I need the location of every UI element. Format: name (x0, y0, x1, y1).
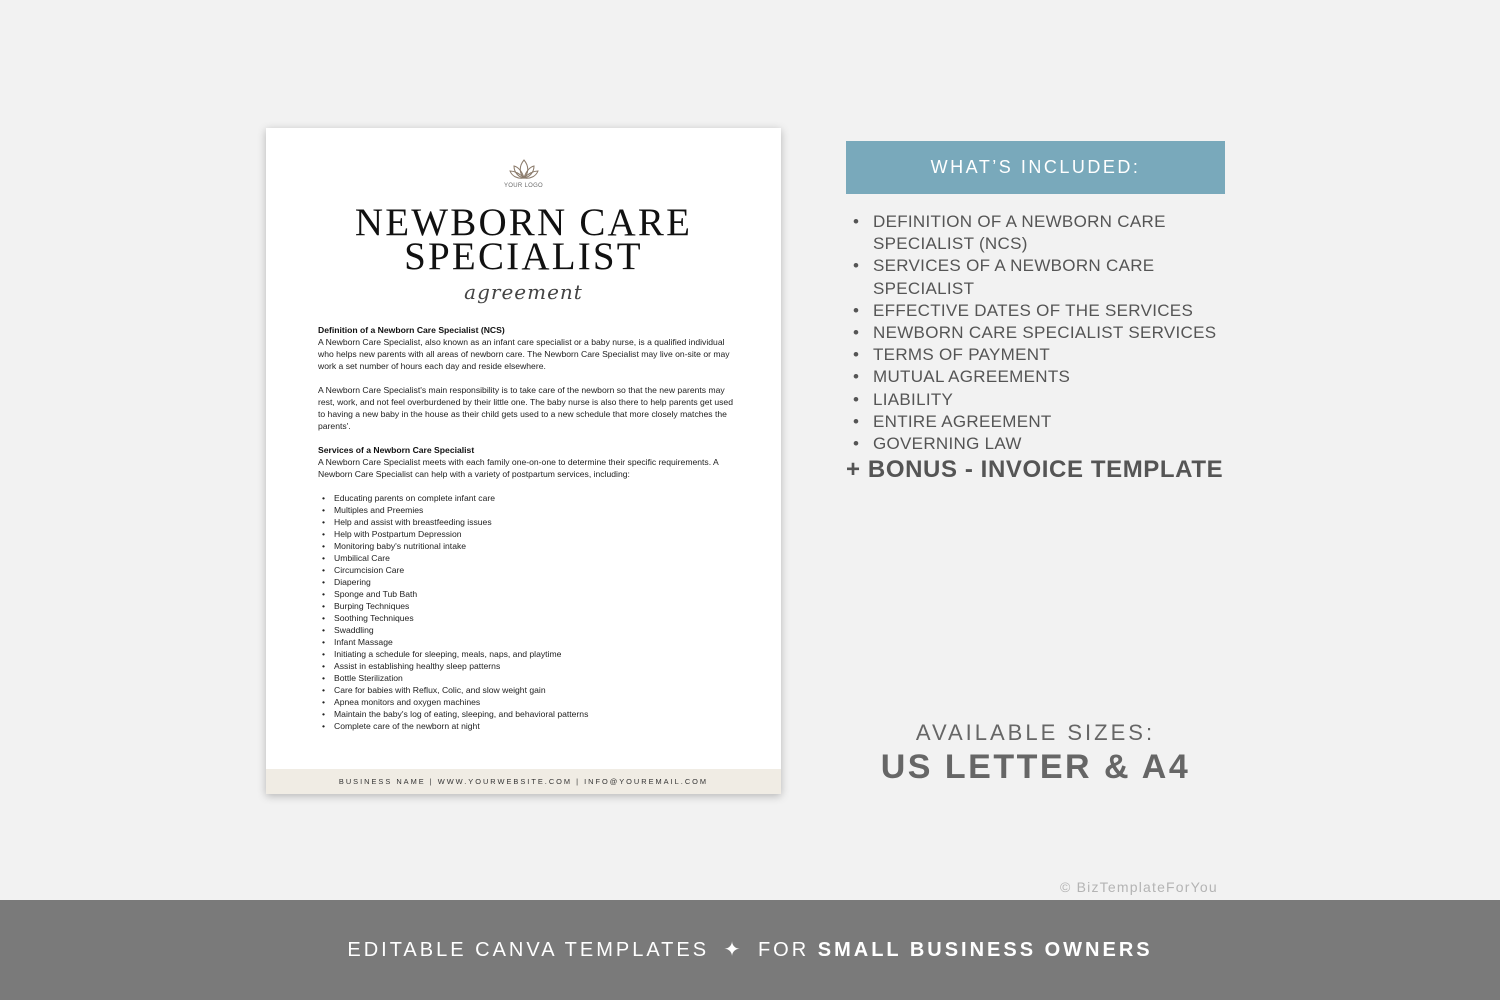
document-subtitle: agreement (464, 280, 583, 304)
list-item: • Help with Postpartum Depression (318, 528, 738, 540)
included-item: • LIABILITY (846, 389, 1246, 411)
list-item: • Initiating a schedule for sleeping, meals, naps, and playtime (318, 648, 738, 660)
list-item: • Soothing Techniques (318, 612, 738, 624)
section-heading-services: Services of a Newborn Care Specialist (318, 445, 475, 455)
document-body (318, 324, 738, 732)
included-item: • TERMS OF PAYMENT (846, 344, 1246, 366)
list-item: • Circumcision Care (318, 564, 738, 576)
included-item: • ENTIRE AGREEMENT (846, 411, 1246, 433)
available-sizes-label: AVAILABLE SIZES: (915, 720, 1156, 745)
paragraph: A Newborn Care Specialist meets with each family one-on-one to determine their specific requirements. A Newborn Care Specialist can help with a variety of postpartum services, including: (318, 457, 719, 479)
whats-included-banner: WHAT’S INCLUDED: (846, 141, 1225, 194)
list-item: • Umbilical Care (318, 552, 738, 564)
list-item: • Assist in establishing healthy sleep patterns (318, 660, 738, 672)
services-list (318, 492, 738, 732)
list-item: • Monitoring baby's nutritional intake (318, 540, 738, 552)
list-item: • Apnea monitors and oxygen machines (318, 696, 738, 708)
list-item: • Swaddling (318, 624, 738, 636)
title-line-2: SPECIALIST (404, 235, 643, 278)
included-item: • EFFECTIVE DATES OF THE SERVICES (846, 300, 1246, 322)
list-item: • Diapering (318, 576, 738, 588)
lotus-logo-icon (509, 158, 539, 182)
title-line-1: NEWBORN CARE (354, 201, 693, 244)
list-item: • Complete care of the newborn at night (318, 720, 738, 732)
list-item: • Infant Massage (318, 636, 738, 648)
copyright-text: © BizTemplateForYou (1060, 879, 1218, 895)
list-item: • Care for babies with Reflux, Colic, and slow weight gain (318, 684, 738, 696)
paragraph: A Newborn Care Specialist's main responsibility is to take care of the newborn so that the new parents may rest, work, and not feel overburdened by their little one. The baby nurse is also there to help parents get used to having a new baby in the house as their child gets used to a new schedule that more closely matches the parents'. (318, 385, 733, 431)
included-item: • NEWBORN CARE SPECIALIST SERVICES (846, 322, 1246, 344)
included-item: • GOVERNING LAW (846, 433, 1246, 455)
included-list (846, 211, 1246, 455)
list-item: • Multiples and Preemies (318, 504, 738, 516)
logo-text: YOUR LOGO (503, 183, 544, 189)
logo (266, 158, 781, 189)
bottom-banner (0, 900, 1500, 1000)
included-item: • MUTUAL AGREEMENTS (846, 366, 1246, 388)
sparkle-icon: ✦ (723, 939, 744, 961)
included-item: • DEFINITION OF A NEWBORN CARE SPECIALIST (NCS) (846, 211, 1246, 255)
tagline-part-1: EDITABLE CANVA TEMPLATES (347, 939, 710, 961)
document-title (266, 201, 781, 278)
agreement-document-preview (266, 128, 781, 794)
paragraph: A Newborn Care Specialist, also known as an infant care specialist or a baby nurse, is a qualified individual who helps new parents with all areas of newborn care. The Newborn Care Specialist may live on-site or may work a set number of hours each day and reside elsewhere. (318, 337, 730, 371)
tagline-part-2: FOR (757, 939, 810, 961)
section-heading-definition: Definition of a Newborn Care Specialist (NCS) (318, 325, 505, 335)
list-item: • Sponge and Tub Bath (318, 588, 738, 600)
list-item: • Bottle Sterilization (318, 672, 738, 684)
list-item: • Help and assist with breastfeeding issues (318, 516, 738, 528)
list-item: • Maintain the baby's log of eating, sleeping, and behavioral patterns (318, 708, 738, 720)
document-footer: BUSINESS NAME | WWW.YOURWEBSITE.COM | INFO@YOUREMAIL.COM (266, 769, 781, 794)
available-sizes-value: US LETTER & A4 (880, 748, 1191, 786)
list-item: • Educating parents on complete infant care (318, 492, 738, 504)
list-item: • Burping Techniques (318, 600, 738, 612)
tagline-part-3: SMALL BUSINESS OWNERS (817, 939, 1153, 961)
included-item: • SERVICES OF A NEWBORN CARE SPECIALIST (846, 255, 1246, 299)
bonus-label: + BONUS - INVOICE TEMPLATE (846, 456, 1224, 483)
